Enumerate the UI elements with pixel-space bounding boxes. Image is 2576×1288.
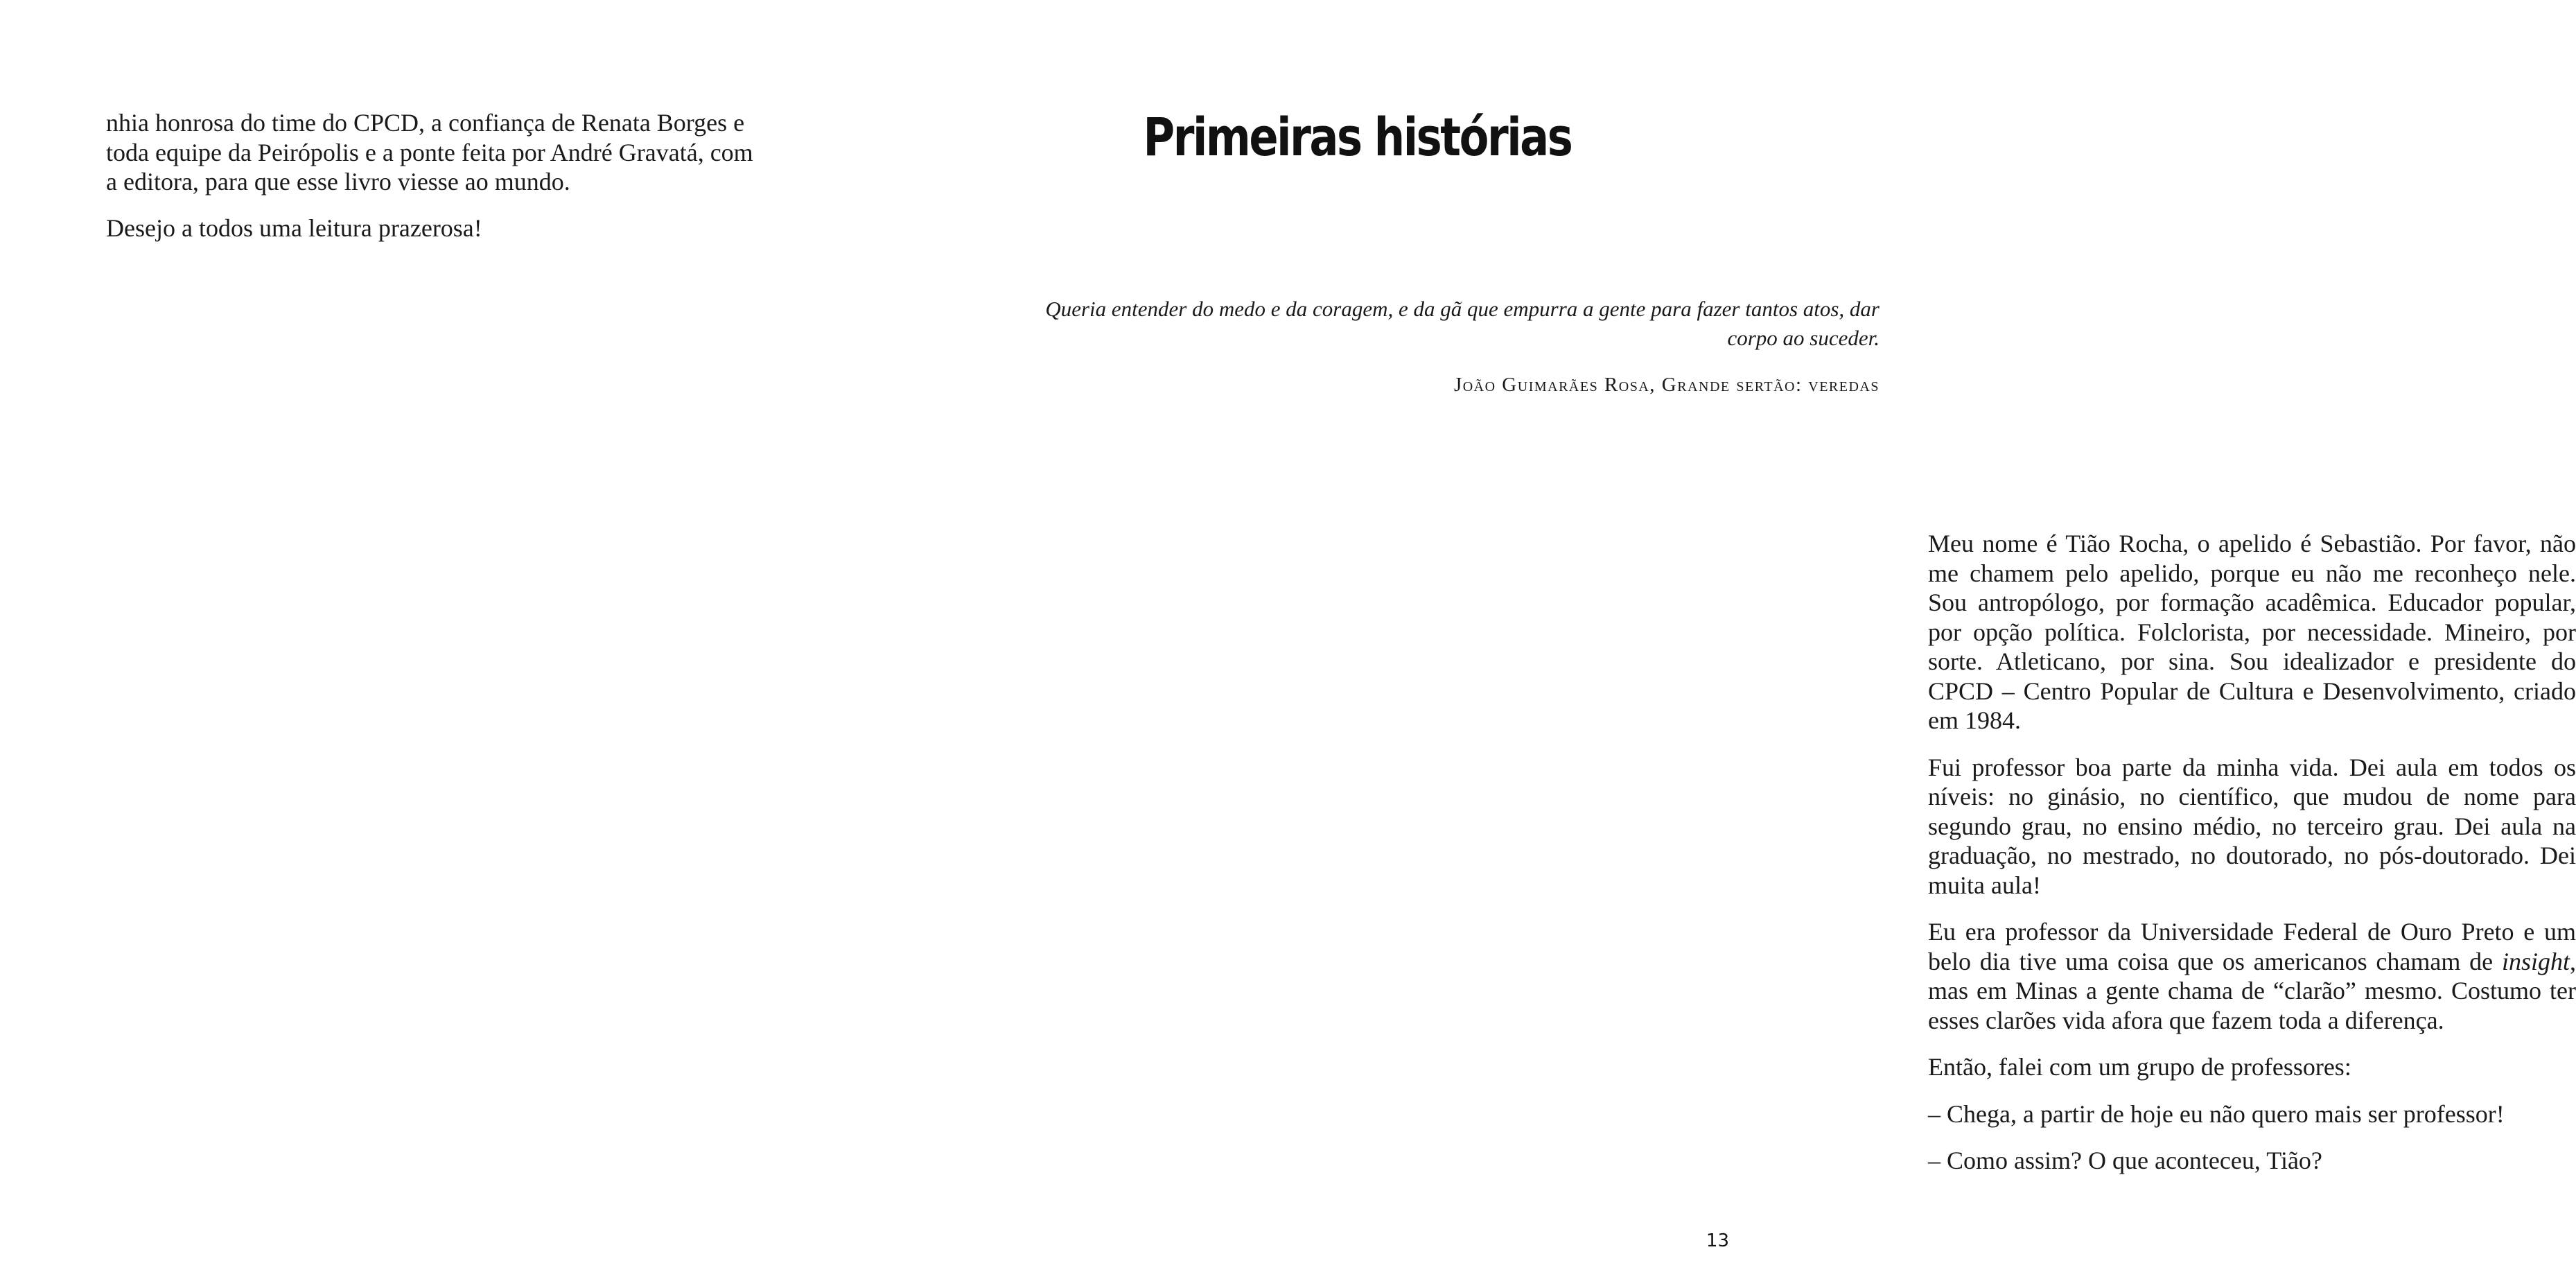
paragraph-3-end: , mas em Minas a gente chama de “clarão” mesmo. Costumo ter esses clarões vida afora que fazem toda a diferença. — [1928, 947, 2576, 1034]
insight-word: insight — [2501, 947, 2570, 975]
epigraph-quote: Queria entender do medo e da coragem, e da gã que empurra a gente para fazer tantos atos, dar corpo ao suceder. — [1045, 297, 1880, 350]
epigraph — [1005, 295, 1880, 399]
right-page — [887, 0, 2576, 1288]
body-paragraph-2: Fui professor boa parte da minha vida. Dei aula em todos os níveis: no ginásio, no científico, que mudou de nome para segundo grau, no ensino médio, no terceiro grau. Dei aula na graduação, no mestrado, no doutorado, no pós-doutorado. Dei muita aula! — [1928, 753, 2576, 899]
dialogue-line-2: – Como assim? O que aconteceu, Tião? — [1928, 1147, 2322, 1174]
body-paragraph-1: Meu nome é Tião Rocha, o apelido é Sebastião. Por favor, não me chamem pelo apelido, porque eu não me reconheço nele. Sou antropólogo, por formação acadêmica. Educador popular, por opção política. Folclorista, por necessidade. Mineiro, por sorte. Atleticano, por sina. Sou idealizador e presidente do CPCD – Centro Popular de Cultura e Desenvolvimento, criado em 1984. — [1928, 530, 2576, 734]
chapter-title: Primeiras histórias — [1143, 106, 1572, 168]
chapter-title-area — [949, 0, 1760, 180]
page-number: 13 — [1706, 1230, 1729, 1251]
left-paragraph-2: Desejo a todos uma leitura prazerosa! — [106, 214, 482, 242]
left-paragraph-1: nhia honrosa do time do CPCD, a confiança de Renata Borges e toda equipe da Peirópolis e a ponte feita por André Gravatá, com a editora, para que esse livro viesse ao mundo. — [106, 109, 753, 195]
paragraph-3-start: Eu era professor da Universidade Federal de Ouro Preto e um belo dia tive uma coisa que os americanos chamam de — [1928, 918, 2576, 975]
left-page — [0, 0, 887, 1288]
body-paragraph-4: Então, falei com um grupo de professores: — [1928, 1053, 2351, 1081]
epigraph-source: João Guimarães Rosa, Grande sertão: veredas — [1453, 374, 1880, 396]
dialogue-line-1: – Chega, a partir de hoje eu não quero mais ser professor! — [1928, 1099, 2505, 1128]
body-paragraph-3 — [1928, 917, 2576, 1035]
left-page-text — [106, 108, 754, 259]
chapter-body — [1928, 529, 2576, 1193]
